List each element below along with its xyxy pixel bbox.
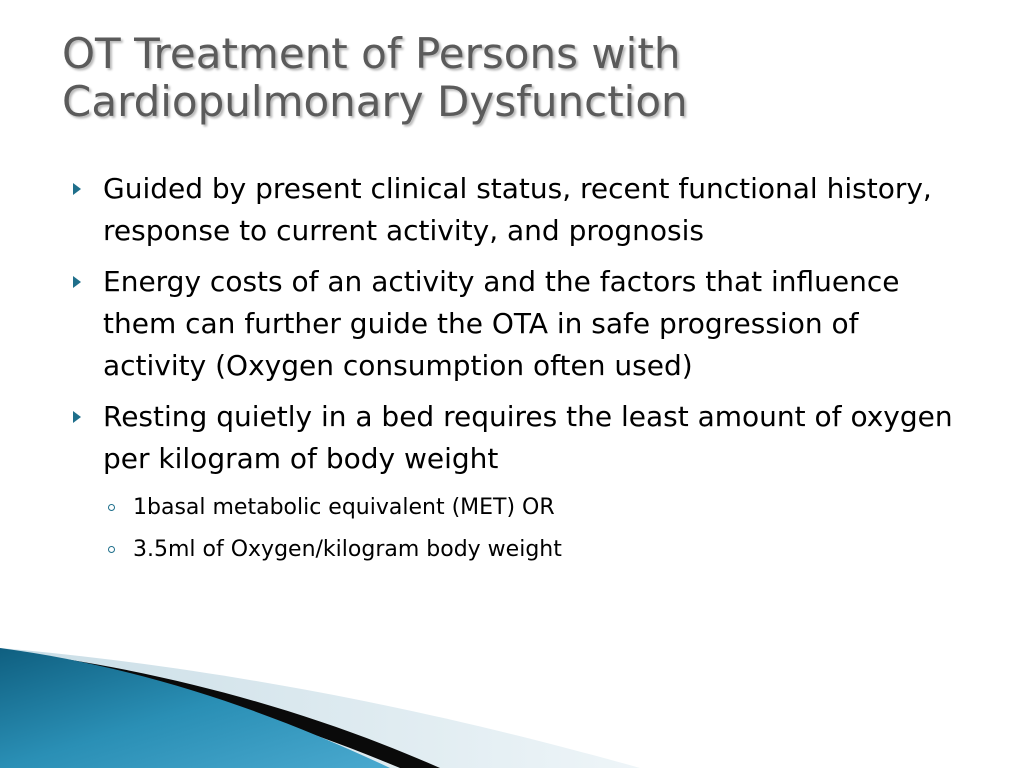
sub-bullet-text: 3.5ml of Oxygen/kilogram body weight bbox=[133, 537, 562, 562]
bullet-item bbox=[70, 396, 970, 480]
bullet-item bbox=[70, 168, 970, 252]
slide-body bbox=[70, 168, 970, 573]
sub-bullet-item bbox=[70, 489, 970, 527]
sub-bullet-text: 1basal metabolic equivalent (MET) OR bbox=[133, 495, 555, 520]
bullet-arrow-icon bbox=[73, 183, 81, 195]
slide-title: OT Treatment of Persons with Cardiopulmonary Dysfunction bbox=[62, 29, 688, 126]
bullet-arrow-icon bbox=[73, 411, 81, 423]
bullet-arrow-icon bbox=[73, 276, 81, 288]
bullet-item bbox=[70, 261, 970, 387]
bullet-text: Guided by present clinical status, recent functional history, response to current activity, and prognosis bbox=[103, 172, 932, 247]
ring-bullet-icon bbox=[108, 504, 115, 511]
sub-bullet-item bbox=[70, 531, 970, 569]
ring-bullet-icon bbox=[108, 546, 115, 553]
bullet-text: Energy costs of an activity and the factors that influence them can further guide the OTA in safe progression of activity (Oxygen consumption often used) bbox=[103, 265, 900, 382]
bullet-text: Resting quietly in a bed requires the least amount of oxygen per kilogram of body weight bbox=[103, 400, 953, 475]
